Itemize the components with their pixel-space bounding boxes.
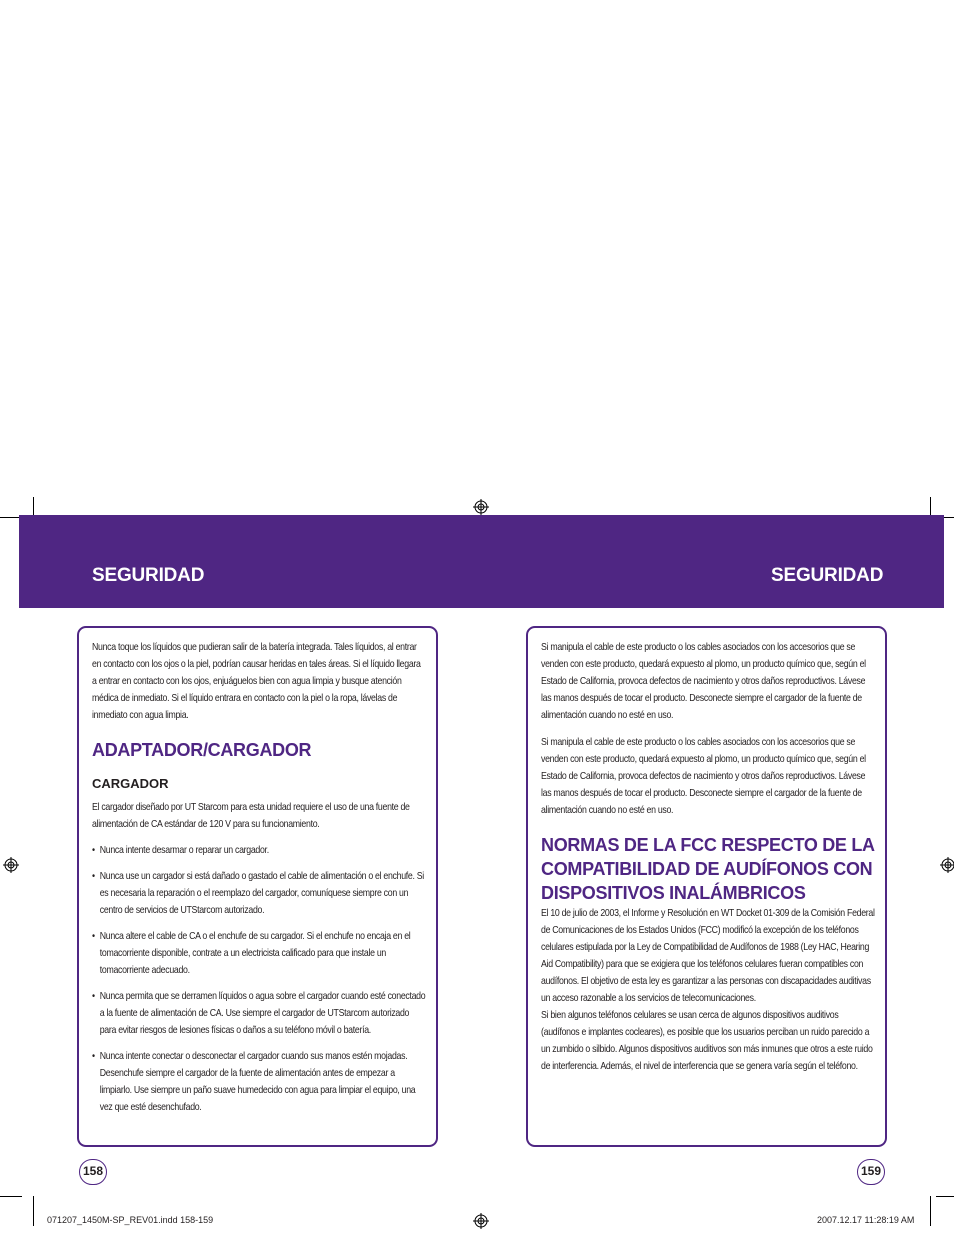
right-content-panel <box>526 626 887 1147</box>
crop-mark <box>936 1196 954 1197</box>
section-title-fcc: NORMAS DE LA FCC RESPECTO DE LA COMPATIBILIDAD DE AUDÍFONOS CON DISPOSITIVOS INALÁMBRICOS <box>541 835 875 903</box>
registration-mark-icon <box>940 857 954 873</box>
crop-mark <box>930 1196 931 1226</box>
crop-mark <box>33 1196 34 1226</box>
list-item: • Nunca altere el cable de CA o el enchufe de su cargador. Si el enchufe no encaja en el tomacorriente disponible, contrate a un electricista calificado para que instale un tomacorriente adecuado. <box>92 928 426 979</box>
crop-mark <box>0 1196 22 1197</box>
page-title-left: SEGURIDAD <box>92 565 205 586</box>
lead-warning-paragraph: Si manipula el cable de este producto o los cables asociados con los accesorios que se venden con este producto, quedará expuesto al plomo, un producto químico que, según el Estado de California, provoca defectos de nacimiento y otros daños reproductivos. Lávese las manos después de tocar el producto. Desconecte siempre el cargador de la fuente de alimentación cuando no esté en uso. <box>541 642 866 721</box>
registration-mark-icon <box>473 499 489 515</box>
page-number-left: 158 <box>79 1159 107 1185</box>
page-title-right: SEGURIDAD <box>771 565 884 586</box>
battery-liquid-warning: Nunca toque los líquidos que pudieran salir de la batería integrada. Tales líquidos, al entrar en contacto con los ojos o la piel, podrían causar heridas en tales áreas. Si el líquido llegara a entrar en contacto con los ojos, enjuáguelos bien con agua limpia y busque atención médica de inmediato. Si el líquido entrara en contacto con la piel o la ropa, lávelas de inmediato con agua limpia. <box>92 642 421 721</box>
registration-mark-icon <box>473 1213 489 1229</box>
page-number-right: 159 <box>857 1159 885 1185</box>
file-slug: 071207_1450M-SP_REV01.indd 158-159 <box>47 1215 214 1225</box>
header-band <box>19 515 944 608</box>
left-content-panel <box>77 626 438 1147</box>
list-item: • Nunca permita que se derramen líquidos o agua sobre el cargador cuando esté conectado a la fuente de alimentación de CA. Use siempre el cargador de UTStarcom autorizado para evitar riesgos de lesiones físicas o daños a su teléfono móvil o batería. <box>92 988 426 1039</box>
section-title-adapter: ADAPTADOR/CARGADOR <box>92 740 312 760</box>
fcc-paragraph: El 10 de julio de 2003, el Informe y Resolución en WT Docket 01-309 de la Comisión Federal de Comunicaciones de los Estados Unidos (FCC) modificó la excepción de los teléfonos celulares estipulada por la Ley de Compatibilidad de Audífonos de 1988 (Ley HAC, Hearing Aid Compatibility) para que se exigiera que los teléfonos celulares fueran compatibles con audífonos. El objetivo de esta ley es garantizar a las personas con discapacidades auditivas un acceso razonable a los servicios de telecomunicaciones. <box>541 908 875 1004</box>
list-item: • Nunca intente desarmar o reparar un cargador. <box>92 842 426 859</box>
lead-warning-paragraph: Si manipula el cable de este producto o los cables asociados con los accesorios que se venden con este producto, quedará expuesto al plomo, un producto químico que, según el Estado de California, provoca defectos de nacimiento y otros daños reproductivos. Lávese las manos después de tocar el producto. Desconecte siempre el cargador de la fuente de alimentación cuando no esté en uso. <box>541 737 866 816</box>
charger-safety-list <box>92 842 426 1116</box>
charger-description: El cargador diseñado por UT Starcom para esta unidad requiere el uso de una fuente de alimentación de CA estándar de 120 V para su funcionamiento. <box>92 802 410 830</box>
subsection-title-charger: CARGADOR <box>92 776 169 791</box>
fcc-paragraph: Si bien algunos teléfonos celulares se usan cerca de algunos dispositivos auditivos (audífonos e implantes cocleares), es posible que los usuarios perciban un ruido parecido a un zumbido o silbido. Algunos dispositivos auditivos son más inmunes que otros a este ruido de interferencia. Además, el nivel de interferencia que se genera varía según el teléfono. <box>541 1010 873 1072</box>
list-item: • Nunca intente conectar o desconectar el cargador cuando sus manos estén mojadas. Desenchufe siempre el cargador de la fuente de alimentación antes de empezar a limpiarlo. Use siempre un paño suave humedecido con agua para limpiar el equipo, una vez que esté desenchufado. <box>92 1048 426 1116</box>
registration-mark-icon <box>3 857 19 873</box>
print-timestamp: 2007.12.17 11:28:19 AM <box>817 1215 915 1225</box>
list-item: • Nunca use un cargador si está dañado o gastado el cable de alimentación o el enchufe. Si es necesaria la reparación o el reemplazo del cargador, comuníquese siempre con un centro de servicios de UTStarcom autorizado. <box>92 868 426 919</box>
